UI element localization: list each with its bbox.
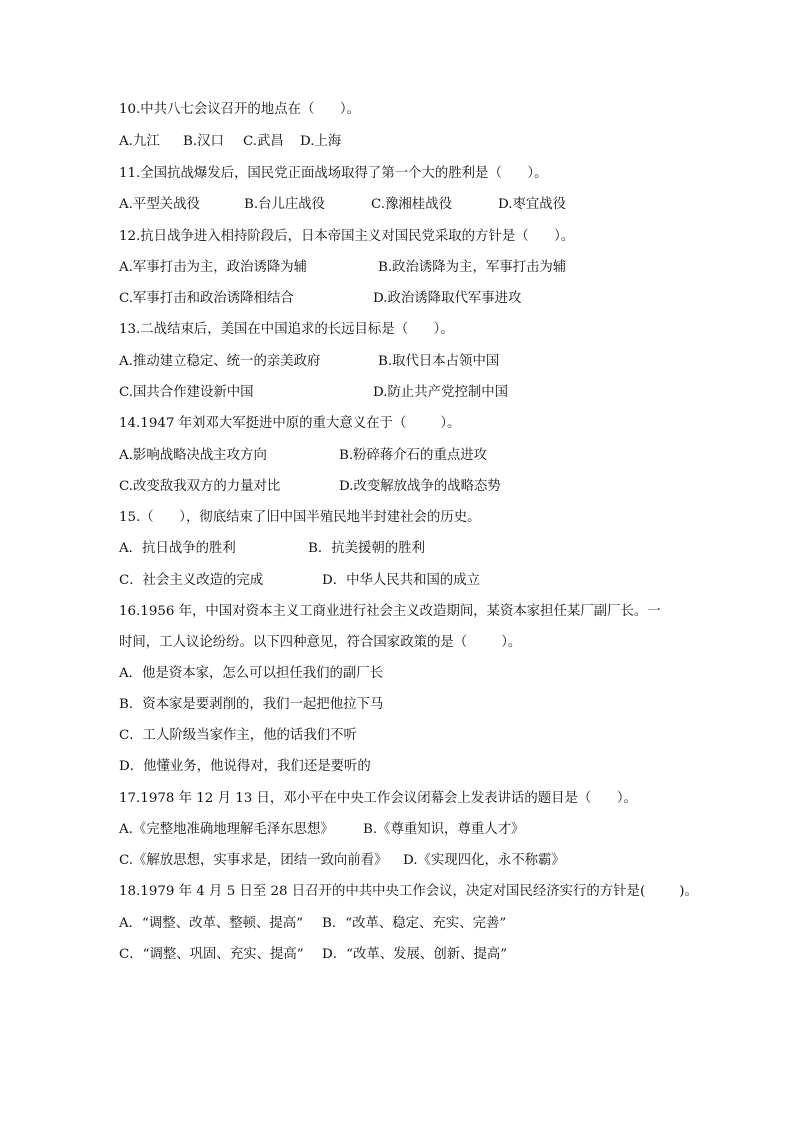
question-18-option-b: B．“改革、稳定、充实、完善” bbox=[322, 916, 507, 931]
question-18-option-c: C．“调整、巩固、充实、提高” bbox=[119, 947, 304, 962]
question-14-option-b: B.粉碎蒋介石的重点进攻 bbox=[339, 448, 488, 463]
question-16-option-a: A．他是资本家，怎么可以担任我们的副厂长 bbox=[119, 666, 384, 681]
question-18-option-a: A．“调整、改革、整顿、提高” bbox=[119, 916, 304, 931]
question-18-stem: 18.1979 年 4 月 5 日至 28 日召开的中共中央工作会议，决定对国民经济实行的方针是( )。 bbox=[119, 884, 698, 899]
question-12-option-a: A.军事打击为主，政治诱降为辅 bbox=[119, 260, 308, 275]
question-12-option-d: D.政治诱降取代军事进攻 bbox=[373, 291, 522, 306]
question-17-stem: 17.1978 年 12 月 13 日，邓小平在中央工作会议闭幕会上发表讲话的题目是（ ）。 bbox=[119, 791, 637, 806]
question-10-option-d: D.上海 bbox=[300, 134, 342, 149]
question-13-stem: 13.二战结束后，美国在中国追求的长远目标是（ ）。 bbox=[119, 322, 454, 337]
question-17-option-b: B.《尊重知识，尊重人才》 bbox=[363, 822, 525, 837]
question-15-option-a: A．抗日战争的胜利 bbox=[119, 541, 236, 556]
question-16-option-c: C．工人阶级当家作主，他的话我们不听 bbox=[119, 728, 357, 743]
question-10-option-b: B.汉口 bbox=[183, 134, 224, 149]
question-12-option-c: C.军事打击和政治诱降相结合 bbox=[119, 291, 294, 306]
question-12-stem: 12.抗日战争进入相持阶段后，日本帝国主义对国民党采取的方针是（ ）。 bbox=[119, 229, 575, 244]
question-15-option-d: D．中华人民共和国的成立 bbox=[322, 573, 481, 588]
question-10-option-a: A.九江 bbox=[119, 134, 160, 149]
question-11-option-c: C.豫湘桂战役 bbox=[371, 197, 452, 212]
question-18-option-d: D．“改革、发展、创新、提高” bbox=[322, 947, 508, 962]
question-11-option-b: B.台儿庄战役 bbox=[244, 197, 326, 212]
question-13-option-d: D.防止共产党控制中国 bbox=[373, 385, 509, 400]
question-11-option-a: A.平型关战役 bbox=[119, 197, 200, 212]
question-15-option-b: B．抗美援朝的胜利 bbox=[308, 541, 425, 556]
question-17-option-c: C.《解放思想，实事求是，团结一致向前看》 bbox=[119, 853, 388, 868]
question-11-option-d: D.枣宜战役 bbox=[498, 197, 567, 212]
question-13-option-c: C.国共合作建设新中国 bbox=[119, 385, 254, 400]
question-15-option-c: C．社会主义改造的完成 bbox=[119, 573, 264, 588]
question-13-option-b: B.取代日本占领中国 bbox=[378, 354, 500, 369]
question-17-option-d: D.《实现四化，永不称霸》 bbox=[403, 853, 565, 868]
question-16-stem-line-2: 时间，工人议论纷纷。以下四种意见，符合国家政策的是（ ）。 bbox=[119, 635, 522, 650]
question-14-option-a: A.影响战略决战主攻方向 bbox=[119, 448, 267, 463]
question-10-stem: 10.中共八七会议召开的地点在（ ）。 bbox=[119, 102, 360, 117]
question-14-stem: 14.1947 年刘邓大军挺进中原的重大意义在于（ ）。 bbox=[119, 416, 461, 431]
question-14-option-d: D.改变解放战争的战略态势 bbox=[339, 479, 501, 494]
question-15-stem: 15.（ ），彻底结束了旧中国半殖民地半封建社会的历史。 bbox=[119, 510, 481, 525]
question-11-stem: 11.全国抗战爆发后，国民党正面战场取得了第一个大的胜利是（ ）。 bbox=[119, 166, 548, 181]
question-16-option-d: D．他懂业务，他说得对，我们还是要听的 bbox=[119, 759, 371, 774]
question-16-stem-line-1: 16.1956 年，中国对资本主义工商业进行社会主义改造期间，某资本家担任某厂副厂长。一 bbox=[119, 604, 661, 619]
question-14-option-c: C.改变敌我双方的力量对比 bbox=[119, 479, 281, 494]
question-12-option-b: B.政治诱降为主，军事打击为辅 bbox=[378, 260, 567, 275]
question-13-option-a: A.推动建立稳定、统一的亲美政府 bbox=[119, 354, 321, 369]
question-17-option-a: A.《完整地准确地理解毛泽东思想》 bbox=[119, 822, 334, 837]
question-10-option-c: C.武昌 bbox=[243, 134, 284, 149]
question-16-option-b: B．资本家是要剥削的，我们一起把他拉下马 bbox=[119, 697, 384, 712]
